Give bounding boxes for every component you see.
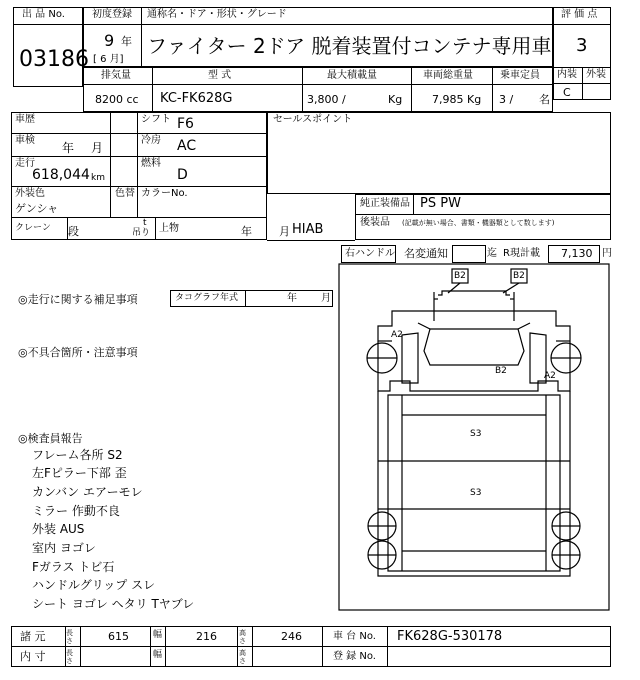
car-name-label: 通称名・ドア・形状・グレード <box>147 9 287 20</box>
driving-notes-label: ◎走行に関する補足事項 <box>18 293 138 306</box>
aftermarket-label: 後装品 <box>360 217 390 228</box>
max-load-label: 最大積載量 <box>327 70 377 81</box>
damage-mark-s3: S3 <box>470 429 482 439</box>
inner-length-label: 長さ <box>66 649 73 665</box>
upper-label: 上物 <box>159 223 179 234</box>
width-label: 幅 <box>153 630 163 640</box>
displacement: 8200 cc <box>95 93 139 106</box>
inspector-line: フレーム各所 S2 <box>32 448 123 462</box>
model-label: 型 式 <box>208 70 232 81</box>
inspection-label: 車検 <box>15 135 35 146</box>
color-change-label: 色替 <box>115 188 135 199</box>
inspector-line: 外装 AUS <box>32 522 85 536</box>
dimensions-label: 諸 元 <box>20 630 46 643</box>
mileage: 618,044 <box>32 167 90 183</box>
damage-mark-b2: B2 <box>454 271 466 281</box>
lot-no: 03186 <box>19 47 89 72</box>
chassis-no: FK628G-530178 <box>397 629 503 644</box>
exterior-color: ゲンシャ <box>15 202 59 215</box>
mileage-unit: km <box>91 173 105 183</box>
genuine-equipment-label: 純正装備品 <box>360 198 410 209</box>
upper-year: 年 <box>241 225 252 238</box>
tacho-year: 年 <box>287 293 297 304</box>
aircon-label: 冷房 <box>141 135 161 146</box>
first-reg-label: 初度登録 <box>92 9 132 20</box>
damage-mark-b2: B2 <box>513 271 525 281</box>
gross-weight: 7,985 Kg <box>432 93 482 106</box>
crane-lift-unit: 吊り <box>132 228 151 238</box>
interior-grade-label: 内装 <box>557 69 577 80</box>
inner-dimensions-label: 内 寸 <box>20 650 46 663</box>
score-label: 評 価 点 <box>561 9 598 20</box>
sales-points-label: セールスポイント <box>273 114 353 125</box>
fuel-label: 燃料 <box>141 158 161 169</box>
capacity: 3 / <box>499 93 514 106</box>
name-change-label: 名変通知 <box>404 247 448 260</box>
upper-value: HIAB <box>292 222 324 237</box>
meter-unit: 円 <box>602 248 612 259</box>
meter-value: 7,130 <box>561 247 593 260</box>
height-label: 高さ <box>239 629 246 645</box>
interior-grade: C <box>563 86 571 99</box>
inspector-line: 左Fピラー下部 歪 <box>32 466 127 480</box>
shift: F6 <box>177 116 194 132</box>
inspector-report-label: ◎検査員報告 <box>18 432 83 445</box>
name-change-box <box>452 245 486 263</box>
first-reg-month: [ 6 月] <box>93 54 124 65</box>
inspector-line: ミラー 作動不良 <box>32 504 120 518</box>
defects-label: ◎不具合箇所・注意事項 <box>18 346 138 359</box>
inspector-line: Fガラス トビ石 <box>32 560 115 574</box>
aircon: AC <box>177 138 197 154</box>
inspection-year: 年 <box>62 141 75 155</box>
aftermarket-note: (記載が無い場合、書類・機器類として数します) <box>402 219 555 227</box>
max-load-unit: Kg <box>388 93 403 106</box>
capacity-unit: 名 <box>539 93 550 106</box>
upper-month: 月 <box>279 225 290 238</box>
tacho-label: タコグラフ年式 <box>175 293 239 303</box>
original-label: 迄 <box>487 248 497 259</box>
crane-label: クレーン <box>15 223 51 233</box>
damage-mark-a2: A2 <box>544 371 556 381</box>
inspector-line: 室内 ヨゴレ <box>32 541 96 555</box>
handle: 右ハンドル <box>345 248 395 259</box>
length: 615 <box>108 630 129 643</box>
inspector-line: ハンドルグリップ スレ <box>32 578 156 592</box>
exterior-grade-label: 外装 <box>586 69 606 80</box>
car-name: ファイター 2ドア 脱着装置付コンテナ専用車 <box>147 34 552 58</box>
shift-label: シフト <box>141 114 171 125</box>
max-load: 3,800 / <box>307 93 346 106</box>
gross-weight-label: 車両総重量 <box>423 70 473 81</box>
registration-no-label: 登 録 No. <box>333 651 376 662</box>
damage-mark-a2: A2 <box>391 330 403 340</box>
capacity-label: 乗車定員 <box>500 70 540 81</box>
meter-label: R現計載 <box>503 248 540 259</box>
inspector-line: シート ヨゴレ ヘタリ Tヤブレ <box>32 597 195 611</box>
inspector-line: カンバン エアーモレ <box>32 485 143 499</box>
width: 216 <box>196 630 217 643</box>
history-label: 車歴 <box>15 114 35 125</box>
damage-mark-s3: S3 <box>470 488 482 498</box>
tacho-month: 月 <box>321 293 331 304</box>
first-reg-year: 9 <box>104 31 115 50</box>
inner-width-label: 幅 <box>153 650 163 660</box>
inspection-month: 月 <box>91 141 104 155</box>
lot-no-label: 出 品 No. <box>22 9 65 20</box>
model: KC-FK628G <box>160 91 233 106</box>
damage-mark-b2: B2 <box>495 366 507 376</box>
exterior-color-label: 外装色 <box>15 188 45 199</box>
crane-t-unit: t <box>143 218 147 228</box>
color-no-label: カラーNo. <box>141 188 188 199</box>
first-reg-year-unit: 年 <box>121 35 132 48</box>
inner-height-label: 高さ <box>239 649 246 665</box>
fuel: D <box>177 167 188 183</box>
crane-stage: 段 <box>68 225 79 238</box>
chassis-no-label: 車 台 No. <box>333 631 376 642</box>
length-label: 長さ <box>66 629 73 645</box>
score: 3 <box>576 35 588 56</box>
height: 246 <box>281 630 302 643</box>
mileage-label: 走行 <box>15 158 35 169</box>
displacement-label: 排気量 <box>101 70 131 81</box>
genuine-equipment: PS PW <box>420 196 461 211</box>
